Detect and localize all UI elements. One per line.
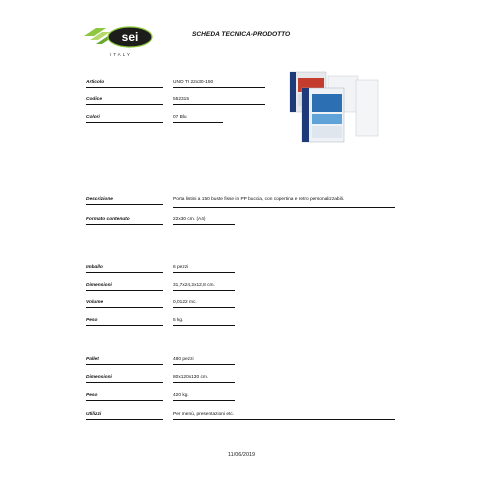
row-peso-pallet bbox=[0, 393, 480, 403]
divider bbox=[86, 224, 163, 225]
value-colori: 07 Blu bbox=[173, 115, 187, 120]
divider bbox=[173, 325, 235, 326]
label-utilizzi: Utilizzi bbox=[86, 412, 102, 417]
divider bbox=[173, 382, 235, 383]
divider bbox=[86, 290, 163, 291]
divider bbox=[86, 204, 163, 205]
value-volume: 0,0122 mc. bbox=[173, 300, 197, 305]
divider bbox=[86, 419, 163, 420]
row-dimensioni-imballo bbox=[0, 283, 480, 293]
label-colori: Colori bbox=[86, 115, 100, 120]
divider bbox=[173, 400, 235, 401]
row-imballo bbox=[0, 265, 480, 275]
page-title: SCHEDA TECNICA-PRODOTTO bbox=[192, 31, 291, 38]
label-codice: Codice bbox=[86, 97, 102, 102]
row-dimensioni-pallet bbox=[0, 375, 480, 385]
row-codice bbox=[0, 97, 480, 107]
value-dimensioni: 80x120x130 cm. bbox=[173, 375, 209, 380]
label-dimensioni: Dimensioni bbox=[86, 283, 112, 288]
value-descrizione: Porta listini a 150 buste fisse in PP buccia, con copertina e retro personalizzabili. bbox=[173, 197, 345, 202]
label-pallet: Pallet bbox=[86, 357, 99, 362]
value-peso: 420 kg. bbox=[173, 393, 189, 398]
row-articolo bbox=[0, 80, 480, 90]
value-peso: 5 kg. bbox=[173, 318, 184, 323]
row-utilizzi bbox=[0, 412, 480, 422]
label-imballo: Imballo bbox=[86, 265, 103, 270]
value-pallet: 480 pezzi bbox=[173, 357, 194, 362]
divider bbox=[86, 382, 163, 383]
divider bbox=[173, 87, 265, 88]
divider bbox=[86, 307, 163, 308]
label-volume: Volume bbox=[86, 300, 104, 305]
value-utilizzi: Per menù, presentazioni etc. bbox=[173, 412, 235, 417]
divider bbox=[86, 104, 163, 105]
value-articolo: UNO TI 22x30-150 bbox=[173, 80, 214, 85]
divider bbox=[86, 325, 163, 326]
logo-subtitle: ITALY bbox=[110, 52, 132, 57]
logo-text: sei bbox=[121, 30, 139, 44]
footer-date: 11/06/2019 bbox=[228, 452, 256, 458]
divider bbox=[173, 364, 235, 365]
value-codice: 552315 bbox=[173, 97, 190, 102]
label-formato-contenuto: Formato contenuto bbox=[86, 217, 130, 222]
row-descrizione bbox=[0, 197, 480, 207]
label-dimensioni: Dimensioni bbox=[86, 375, 112, 380]
divider bbox=[173, 122, 223, 123]
divider bbox=[173, 272, 235, 273]
divider bbox=[86, 400, 163, 401]
divider bbox=[173, 419, 395, 420]
label-peso: Peso bbox=[86, 393, 98, 398]
value-dimensioni: 31,7x24,2x12,8 cm. bbox=[173, 283, 215, 288]
row-formato-contenuto bbox=[0, 217, 480, 227]
sei-logo-graphic bbox=[84, 22, 154, 54]
label-peso: Peso bbox=[86, 318, 98, 323]
divider bbox=[86, 87, 163, 88]
divider bbox=[173, 307, 235, 308]
divider bbox=[173, 104, 265, 105]
label-articolo: Articolo bbox=[86, 80, 105, 85]
row-volume bbox=[0, 300, 480, 310]
label-descrizione: Descrizione bbox=[86, 197, 113, 202]
divider bbox=[173, 290, 235, 291]
divider bbox=[86, 364, 163, 365]
row-colori bbox=[0, 115, 480, 125]
value-imballo: 6 pezzi bbox=[173, 265, 189, 270]
divider bbox=[86, 122, 163, 123]
value-formato-contenuto: 22x30 cm. (A4) bbox=[173, 217, 206, 222]
row-pallet bbox=[0, 357, 480, 367]
divider bbox=[86, 272, 163, 273]
row-peso-imballo bbox=[0, 318, 480, 328]
divider bbox=[173, 224, 235, 225]
divider bbox=[173, 207, 395, 208]
